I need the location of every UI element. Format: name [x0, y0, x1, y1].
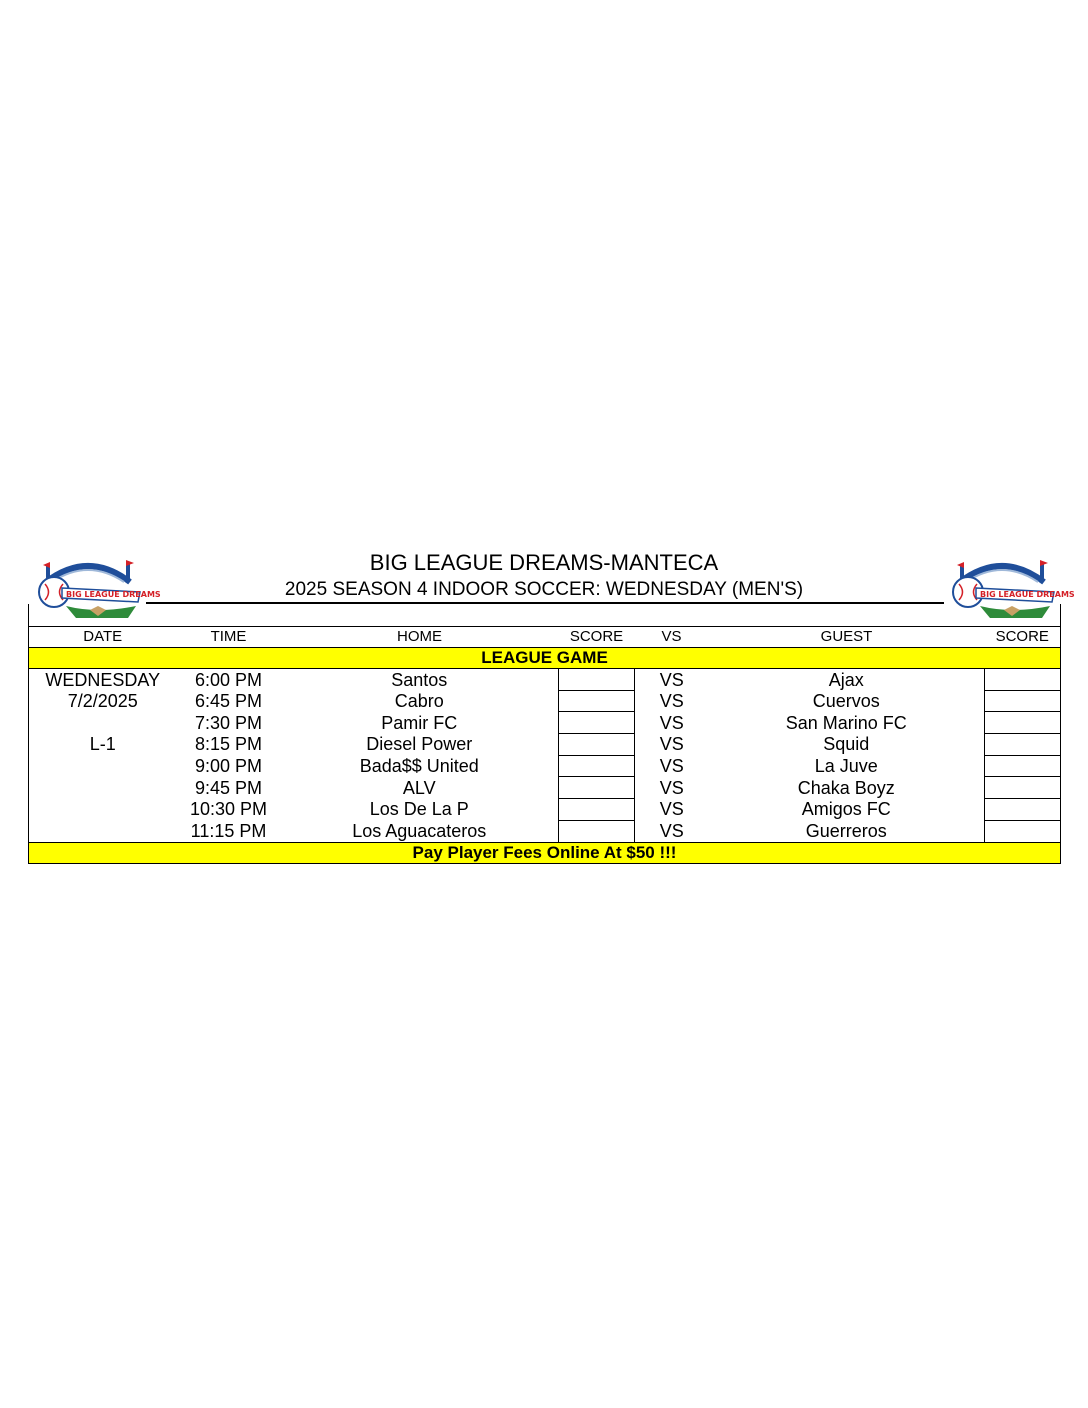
- game-time: 7:30 PM: [194, 712, 263, 733]
- guest-score-box: [985, 820, 1061, 842]
- guest-team: Amigos FC: [801, 799, 891, 820]
- svg-text:BIG LEAGUE DREAMS: BIG LEAGUE DREAMS: [66, 590, 161, 599]
- guest-score-box: [985, 669, 1061, 691]
- game-time: 10:30 PM: [189, 799, 268, 820]
- home-score-box: [559, 712, 635, 734]
- column-header-home-score: SCORE: [559, 627, 635, 648]
- column-header-date: DATE: [29, 627, 177, 648]
- home-team: Diesel Power: [366, 734, 473, 755]
- game-time: 6:45 PM: [194, 691, 263, 712]
- game-time: 8:15 PM: [194, 734, 263, 755]
- home-team: Los De La P: [369, 799, 469, 820]
- date-cell: [29, 799, 177, 821]
- home-team: Cabro: [394, 691, 444, 712]
- game-time: 9:00 PM: [194, 756, 263, 777]
- date-cell: [29, 755, 177, 777]
- league-game-banner: [29, 648, 1061, 669]
- game-row: [29, 690, 1061, 712]
- home-score-box: [559, 734, 635, 756]
- guest-score-box: [985, 799, 1061, 821]
- column-header-vs: VS: [635, 627, 709, 648]
- guest-team: San Marino FC: [785, 712, 907, 733]
- page-subtitle: 2025 SEASON 4 INDOOR SOCCER: WEDNESDAY (MEN'S): [284, 579, 804, 600]
- home-score-box: [559, 799, 635, 821]
- guest-team: La Juve: [814, 756, 878, 777]
- home-score-box: [559, 690, 635, 712]
- vs-label: VS: [659, 712, 684, 733]
- home-team: Santos: [391, 669, 448, 690]
- vs-label: VS: [659, 777, 684, 798]
- date-cell: WEDNESDAY: [29, 669, 177, 691]
- date-cell: L-1: [29, 734, 177, 756]
- guest-score-box: [985, 755, 1061, 777]
- game-time: 6:00 PM: [194, 669, 263, 690]
- game-row: [29, 820, 1061, 842]
- column-header-home: HOME: [281, 627, 559, 648]
- home-score-box: [559, 777, 635, 799]
- vs-label: VS: [659, 799, 684, 820]
- date-cell: [29, 820, 177, 842]
- vs-label: VS: [659, 756, 684, 777]
- home-score-box: [559, 755, 635, 777]
- guest-score-box: [985, 712, 1061, 734]
- game-row: [29, 712, 1061, 734]
- home-score-box: [559, 669, 635, 691]
- player-fees-note: Pay Player Fees Online At $50 !!!: [29, 842, 1061, 863]
- game-time: 9:45 PM: [194, 777, 263, 798]
- game-row: [29, 777, 1061, 799]
- game-row: [29, 755, 1061, 777]
- guest-score-box: [985, 734, 1061, 756]
- home-team: Los Aguacateros: [352, 820, 487, 841]
- page-title: BIG LEAGUE DREAMS-MANTECA: [369, 550, 719, 575]
- date-cell: [29, 712, 177, 734]
- header-spacer-row: [29, 604, 1061, 627]
- date-cell: 7/2/2025: [29, 690, 177, 712]
- column-header-guest-score: SCORE: [985, 627, 1061, 648]
- vs-label: VS: [659, 669, 684, 690]
- home-team: Pamir FC: [381, 712, 458, 733]
- home-score-box: [559, 820, 635, 842]
- game-time: 11:15 PM: [190, 820, 267, 841]
- column-header-row: [29, 627, 1061, 648]
- column-header-time: TIME: [177, 627, 281, 648]
- home-team: ALV: [402, 777, 436, 798]
- guest-score-box: [985, 777, 1061, 799]
- vs-label: VS: [659, 820, 684, 841]
- guest-team: Chaka Boyz: [797, 777, 895, 798]
- svg-text:BIG LEAGUE DREAMS: BIG LEAGUE DREAMS: [980, 590, 1075, 599]
- schedule-table: [28, 604, 1061, 864]
- game-row: [29, 669, 1061, 691]
- game-row: [29, 799, 1061, 821]
- player-fees-banner: [29, 842, 1061, 863]
- date-cell: [29, 777, 177, 799]
- guest-team: Ajax: [828, 669, 864, 690]
- home-team: Bada$$ United: [359, 756, 479, 777]
- vs-label: VS: [659, 691, 684, 712]
- guest-score-box: [985, 690, 1061, 712]
- guest-team: Squid: [823, 734, 870, 755]
- vs-label: VS: [659, 734, 684, 755]
- league-game-label: LEAGUE GAME: [29, 648, 1061, 669]
- guest-team: Guerreros: [805, 820, 887, 841]
- game-row: [29, 734, 1061, 756]
- column-header-guest: GUEST: [709, 627, 985, 648]
- guest-team: Cuervos: [812, 691, 880, 712]
